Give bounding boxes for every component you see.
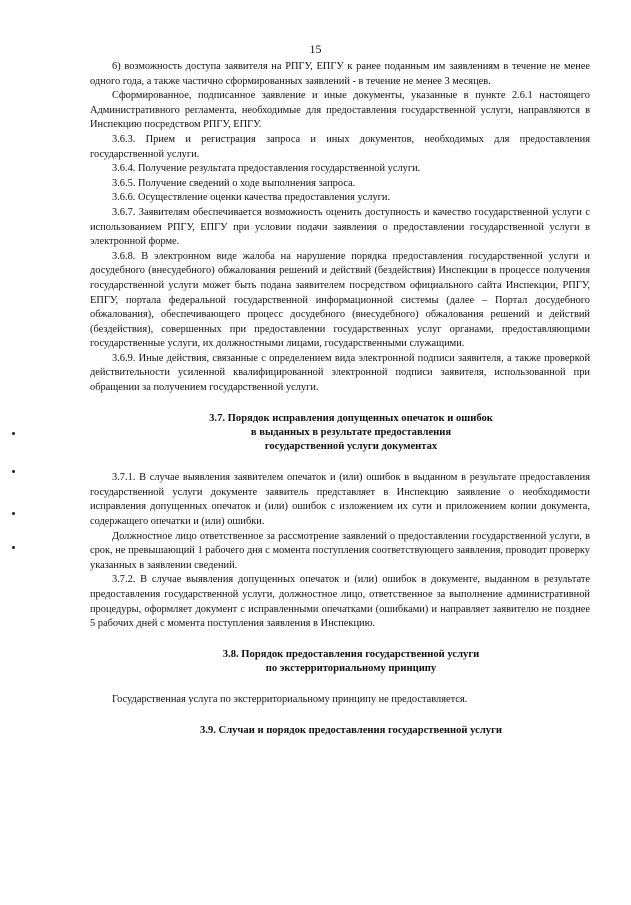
margin-mark bbox=[12, 470, 15, 473]
heading-line: 3.8. Порядок предоставления государственной услуги bbox=[222, 648, 480, 660]
paragraph: 3.6.4. Получение результата предоставления государственной услуги. bbox=[112, 163, 421, 175]
paragraph: 3.7.1. В случае выявления заявителем опечаток и (или) ошибок в выданном в результате предоставления государственной услуги документе заявитель представляет в Инспекцию заявление о необходимости исправления допущенных опечаток и (или) ошибок с изложением их сути и приложением копии документа, содержащего опечатки и (или) ошибки. bbox=[90, 472, 590, 528]
page-number: 15 bbox=[309, 42, 322, 56]
margin-mark bbox=[12, 546, 15, 549]
heading-line: по экстерриториальному принципу bbox=[265, 663, 437, 674]
heading-line: 3.7. Порядок исправления допущенных опечаток и ошибок bbox=[209, 412, 493, 424]
heading-line: государственной услуги документах bbox=[264, 441, 438, 453]
heading-line: 3.9. Случаи и порядок предоставления государственной услуги bbox=[200, 724, 502, 736]
section-heading bbox=[90, 724, 590, 738]
paragraph: 3.6.5. Получение сведений о ходе выполнения запроса. bbox=[112, 177, 356, 189]
paragraph: 3.6.6. Осуществление оценки качества предоставления услуги. bbox=[112, 192, 391, 204]
margin-mark bbox=[12, 512, 15, 515]
paragraph: Государственная услуга по экстерриториальному принципу не предоставляется. bbox=[112, 694, 468, 706]
document-body bbox=[90, 60, 590, 738]
paragraph: Должностное лицо ответственное за рассмотрение заявлений о предоставлении государственной услуги, в срок, не превышающий 1 рабочего дня с момента поступления соответствующего заявления, проводит проверку указанных в заявлении сведений. bbox=[90, 530, 590, 571]
paragraph: 3.6.8. В электронном виде жалоба на нарушение порядка предоставления государственной услуги и досудебного (внесудебного) обжалования решений и действий (бездействия) Инспекции в процессе получения государственной услуги может быть подана заявителем посредством официального сайта Инспекции, РПГУ, ЕПГУ, портала федеральной государственной информационной системы (далее – Портал досудебного обжалования), обеспечивающего процесс досудебного (внесудебного) обжалования решений и действий (бездействия), совершенных при предоставлении государственных услуг органами, предоставляющими государственные услуги, их должностными лицами, государственными служащими. bbox=[90, 250, 590, 350]
paragraph: 3.6.9. Иные действия, связанные с определением вида электронной подписи заявителя, а также проверкой действительности усиленной квалифицированной электронной подписи заявителя, использованной при обращении за получением государственной услуги. bbox=[90, 352, 590, 394]
paragraph: Сформированное, подписанное заявление и иные документы, указанные в пункте 2.6.1 настоящего Административного регламента, необходимые для предоставления государственной услуги, направляются в Инспекцию посредством РПГУ, ЕПГУ. bbox=[90, 90, 590, 131]
margin-mark bbox=[12, 432, 15, 435]
heading-line: в выданных в результате предоставления bbox=[250, 426, 452, 438]
paragraph: 3.6.3. Прием и регистрация запроса и иных документов, необходимых для предоставления государственной услуги. bbox=[90, 133, 590, 160]
paragraph: 3.6.7. Заявителям обеспечивается возможность оценить доступность и качество государственной услуги с использованием РПГУ, ЕПГУ при условии подачи заявления о предоставлении государственной услуги в электронной форме. bbox=[90, 206, 590, 248]
section-heading bbox=[90, 412, 590, 455]
section-heading bbox=[90, 648, 590, 676]
paragraph: 3.7.2. В случае выявления допущенных опечаток и (или) ошибок в документе, выданном в результате предоставления государственной услуги, должностное лицо, ответственное за выполнение административной процедуры, оформляет документ с исправленными опечатками (ошибками) и направляет заявителю не позднее 5 рабочих дней с момента поступления заявления в Инспекцию. bbox=[90, 574, 590, 630]
paragraph: 6) возможность доступа заявителя на РПГУ, ЕПГУ к ранее поданным им заявлениям в течение не менее одного года, а также частично сформированных заявлений - в течение не менее 3 месяцев. bbox=[90, 61, 590, 87]
